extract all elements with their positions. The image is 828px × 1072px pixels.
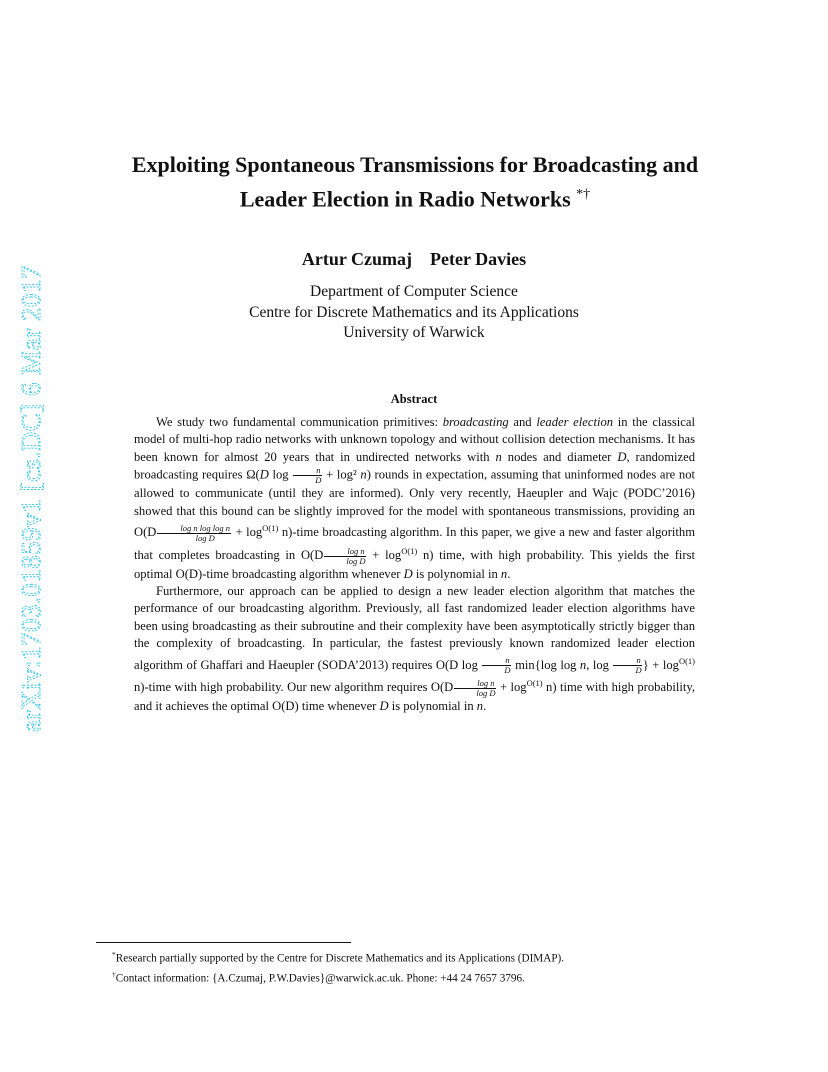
emphasis: leader election xyxy=(536,415,614,429)
text: . xyxy=(507,566,511,581)
fraction xyxy=(293,466,321,485)
fraction-denominator: log D xyxy=(195,532,215,543)
math: n xyxy=(495,449,502,464)
math: O(D xyxy=(300,548,324,563)
math: D xyxy=(379,699,389,714)
emphasis: broadcasting xyxy=(442,415,509,429)
abstract-body xyxy=(134,414,695,716)
math: O(D xyxy=(435,657,459,672)
fraction xyxy=(157,524,231,543)
footnote-text: Research partially supported by the Centre for Discrete Mathematics and its Applications (DIMAP). xyxy=(115,952,565,965)
abstract-paragraph-1 xyxy=(134,414,695,583)
footnote-mark: † xyxy=(112,969,116,979)
abstract-heading: Abstract xyxy=(390,392,438,406)
text: ) rounds in expectation, assuming that uninformed nodes are not allowed to communicate (until they are informed). Only very recently, Haeupler and Wajc (PODC’2016) showed that this bound can be slightly improved for the model with spontaneous transmissions, providing an xyxy=(134,467,696,518)
text: and xyxy=(508,415,537,429)
footnotes xyxy=(112,947,564,986)
text: in the classical model of multi-hop radio networks with unknown topology and without collision detection mechanisms. It has been known for almost 20 years that in undirected networks with xyxy=(134,415,695,464)
math: O(D xyxy=(134,525,157,540)
math: + log xyxy=(366,548,402,563)
author-list xyxy=(0,249,828,270)
fraction-numerator: log n xyxy=(454,679,495,689)
fraction-numerator: n xyxy=(482,656,510,666)
math: D xyxy=(259,467,269,482)
superscript: O(1) xyxy=(526,678,543,689)
math: O(D) xyxy=(175,566,203,581)
fraction xyxy=(613,656,641,675)
math: } + log xyxy=(642,657,679,672)
affiliation-university: University of Warwick xyxy=(343,324,485,341)
math: min{log log xyxy=(511,657,580,672)
text: + log² xyxy=(322,467,361,482)
math: , log xyxy=(586,657,613,672)
math: O(D) xyxy=(272,699,299,714)
paper-title xyxy=(100,150,730,214)
fraction-numerator: n xyxy=(293,466,321,476)
title-line-1: Exploiting Spontaneous Transmissions for Broadcasting and xyxy=(131,152,699,177)
superscript: O(1) xyxy=(401,545,418,556)
superscript: O(1) xyxy=(262,523,279,534)
title-line-2-text: Leader Election in Radio Networks xyxy=(239,186,571,212)
text: We study two fundamental communication primitives: xyxy=(156,415,443,429)
footnote-rule xyxy=(96,942,351,943)
fraction xyxy=(324,547,365,566)
text: is polynomial in xyxy=(412,566,501,581)
math: n xyxy=(500,566,508,581)
text: nodes and diameter xyxy=(501,449,618,464)
fraction-numerator: log n xyxy=(324,547,365,557)
math: + log xyxy=(496,680,527,695)
math: n xyxy=(579,657,587,672)
title-footnote-marks: *† xyxy=(576,187,591,202)
fraction-denominator: log D xyxy=(476,688,496,699)
text: is polynomial in xyxy=(388,699,477,714)
fraction xyxy=(482,656,510,675)
text: . xyxy=(483,699,487,714)
math: O(D xyxy=(430,680,454,695)
math: n xyxy=(476,699,484,714)
text: , randomized broadcasting requires Ω( xyxy=(134,449,695,482)
text: n)-time with high probability. Our new algorithm requires xyxy=(134,680,431,695)
footnote-mark: * xyxy=(112,950,116,959)
math: log xyxy=(458,657,482,672)
affiliation-department: Department of Computer Science xyxy=(310,283,518,300)
fraction xyxy=(454,679,495,698)
fraction-denominator: D xyxy=(504,665,511,676)
text: time whenever xyxy=(298,699,380,714)
superscript: O(1) xyxy=(678,655,695,666)
text: log xyxy=(268,467,293,482)
fraction-denominator: D xyxy=(635,665,642,676)
math: D xyxy=(617,449,627,464)
text: n)-time broadcasting algorithm. In this paper, we give a new and faster algorithm that completes broadcasting in xyxy=(134,525,695,563)
footnote-contact xyxy=(112,967,564,987)
math: + log xyxy=(231,525,263,540)
fraction-denominator: log D xyxy=(346,555,366,566)
text: n) time with high probability, and it achieves the optimal xyxy=(134,680,695,714)
footnote-text: Contact information: {A.Czumaj, P.W.Davies}@warwick.ac.uk. Phone: +44 24 7657 3796. xyxy=(115,972,525,985)
fraction-numerator: n xyxy=(613,656,641,666)
text: Furthermore, our approach can be applied to design a new leader election algorithm that matches the performance of our broadcasting algorithm. Previously, all fast randomized leader election algorithms have been using broadcasting as their subroutine and their complexity have been asymptotically strictly bigger than the complexity of broadcasting. In particular, the fastest previously known randomized leader election algorithm of Ghaffari and Haeupler (SODA’2013) requires xyxy=(134,584,695,672)
text: n) time, with high probability. This yields the first optimal xyxy=(134,548,695,581)
author-czumaj: Artur Czumaj xyxy=(301,249,412,269)
author-davies: Peter Davies xyxy=(430,249,527,269)
title-line-2 xyxy=(100,180,730,214)
affiliation-centre: Centre for Discrete Mathematics and its Applications xyxy=(249,303,579,321)
text: -time broadcasting algorithm whenever xyxy=(202,566,404,581)
fraction-numerator: log n log log n xyxy=(157,524,231,534)
arxiv-id-text: arXiv:1703.01859v1 [cs.DC] 6 Mar 2017 xyxy=(16,265,46,732)
math: n xyxy=(360,467,367,482)
math: D xyxy=(403,566,413,581)
fraction-denominator: D xyxy=(315,475,322,486)
footnote-funding xyxy=(112,947,564,967)
affiliation xyxy=(0,282,828,344)
abstract-paragraph-2 xyxy=(134,583,695,716)
